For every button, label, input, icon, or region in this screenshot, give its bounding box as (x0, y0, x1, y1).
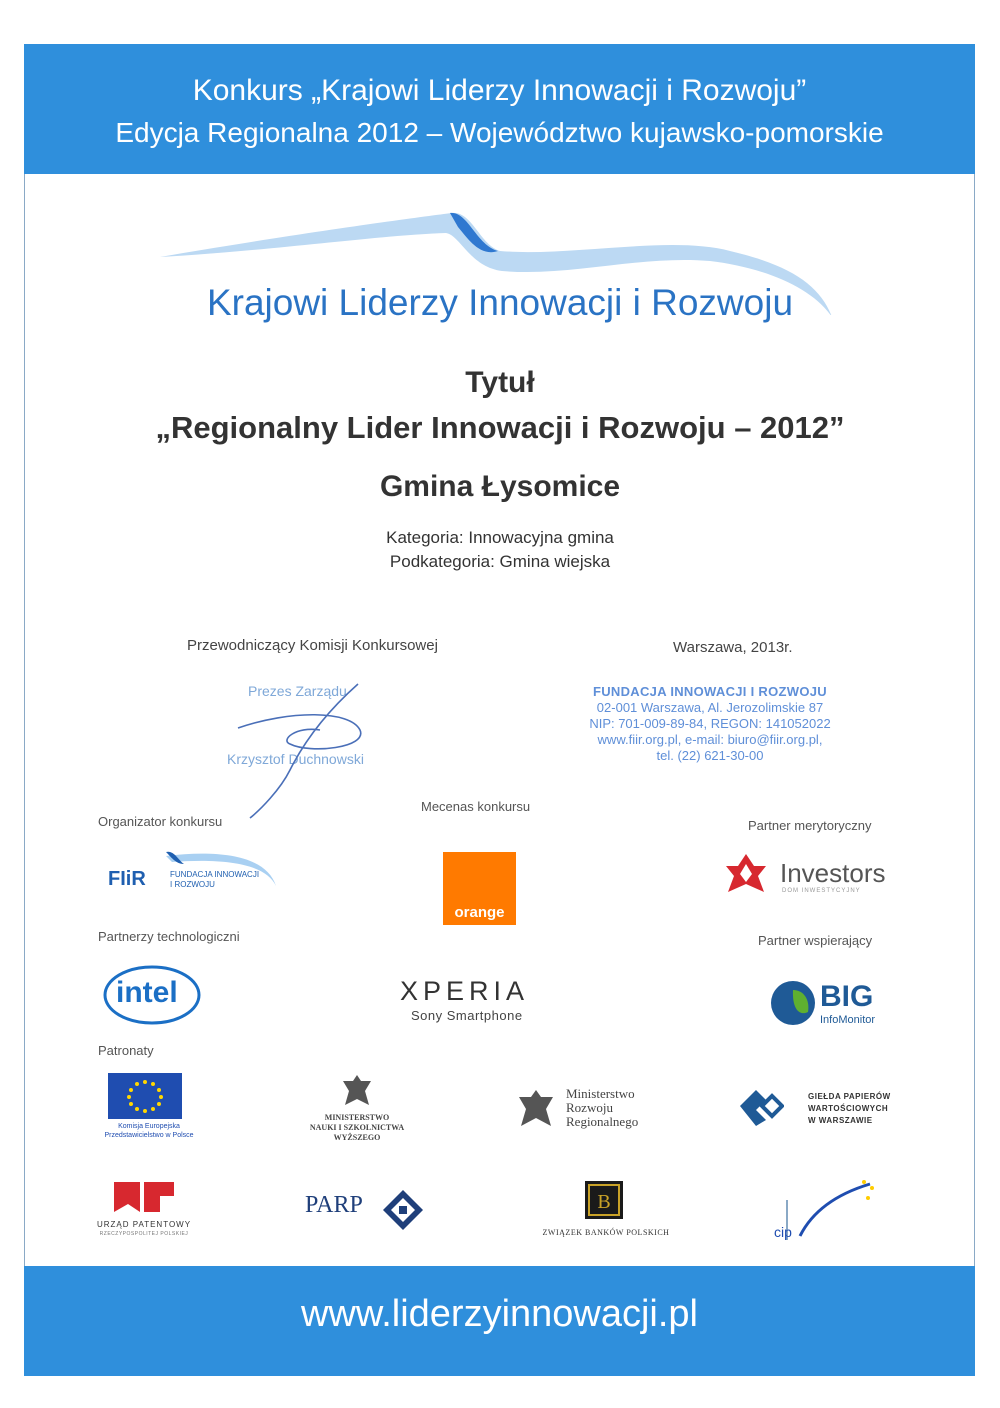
gpw-text-3: W WARSZAWIE (808, 1116, 873, 1125)
investors-wordmark: Investors (780, 858, 886, 888)
intel-wordmark: intel (116, 976, 178, 1009)
parp-logo (305, 1188, 430, 1232)
zbp-text: ZWIĄZEK BANKÓW POLSKICH (542, 1228, 670, 1237)
header-banner (24, 44, 975, 174)
mrr-text-1: Ministerstwo (566, 1086, 635, 1101)
foundation-web: www.fiir.org.pl, e-mail: biuro@fiir.org.pl, (597, 732, 823, 747)
xperia-wordmark: XPERIA (400, 976, 530, 1006)
cip-logo (770, 1176, 882, 1246)
big-wordmark: BIG (820, 980, 874, 1013)
eu-flag-icon (108, 1073, 182, 1119)
cip-wordmark: cip (774, 1224, 792, 1240)
big-logo (770, 980, 890, 1028)
orange-logo (443, 852, 516, 925)
intel-logo (102, 964, 202, 1026)
award-title: „Regionalny Lider Innowacji i Rozwoju – 2012” (155, 410, 845, 445)
mrr-logo (516, 1086, 656, 1132)
gpw-logo (738, 1086, 898, 1130)
eu-text-1: Komisja Europejska (118, 1123, 180, 1130)
mrr-text-3: Regionalnego (566, 1114, 639, 1129)
fiir-text-1: FUNDACJA INNOWACJI (170, 870, 260, 879)
gpw-text-2: WARTOŚCIOWYCH (808, 1104, 889, 1113)
eu-text-2: Przedstawicielstwo w Polsce (104, 1132, 194, 1139)
gpw-mark-icon (738, 1086, 784, 1126)
parp-mark-icon (381, 1188, 425, 1232)
eu-commission-logo (94, 1073, 204, 1143)
investors-logo (724, 852, 904, 898)
foundation-ids: NIP: 701-009-89-84, REGON: 141052022 (589, 716, 831, 731)
label-patronage: Patronaty (98, 1043, 154, 1058)
place-date: Warszawa, 2013r. (673, 639, 793, 656)
foundation-address: 02-001 Warszawa, Al. Jerozolimskie 87 (596, 700, 824, 715)
mnisw-text-1: MINISTERSTWO (324, 1113, 390, 1122)
stamp-title: Prezes Zarządu (248, 683, 347, 699)
xperia-sub: Sony Smartphone (411, 1008, 523, 1023)
eagle-emblem-icon (341, 1073, 373, 1109)
zbp-emblem-icon (584, 1180, 624, 1220)
brand-wordmark: Krajowi Liderzy Innowacji i Rozwoju (206, 282, 794, 323)
fiir-mark: FIiR (108, 868, 146, 890)
title-word: Tytuł (465, 366, 535, 399)
patent-office-mark-icon (110, 1176, 180, 1216)
footer-banner (24, 1266, 975, 1376)
label-organizer: Organizator konkursu (98, 814, 223, 829)
foundation-stamp (560, 684, 860, 764)
mnisw-logo (298, 1073, 416, 1145)
label-tech-partners: Partnerzy technologiczni (98, 929, 240, 944)
big-circle-icon (770, 980, 816, 1026)
fiir-text-2: I ROZWOJU (170, 880, 215, 889)
patent-office-text-1: URZĄD PATENTOWY (96, 1220, 192, 1229)
label-patron: Mecenas konkursu (421, 799, 531, 814)
gpw-text-1: GIEŁDA PAPIERÓW (808, 1092, 891, 1101)
fiir-logo (96, 848, 281, 893)
mrr-text-2: Rozwoju (566, 1100, 613, 1115)
footer-url[interactable]: www.liderzyinnowacji.pl (300, 1293, 699, 1335)
stamp-name: Krzysztof Duchnowski (227, 751, 364, 767)
parp-wordmark: PARP (305, 1192, 363, 1218)
foundation-name: FUNDACJA INNOWACJI I ROZWOJU (593, 684, 827, 699)
mnisw-text-2: NAUKI I SZKOLNICTWA (309, 1123, 405, 1132)
label-supporting-partner: Partner wspierający (758, 933, 873, 948)
category-block (0, 526, 1000, 574)
header-line-1: Konkurs „Krajowi Liderzy Innowacji i Rozwoju” (192, 74, 807, 107)
svg-text:B: B (597, 1191, 611, 1213)
committee-chair-role: Przewodniczący Komisji Konkursowej (187, 637, 438, 654)
investors-sub: DOM INWESTYCYJNY (782, 888, 861, 894)
label-content-partner: Partner merytoryczny (748, 818, 872, 833)
zbp-logo (540, 1180, 672, 1242)
eagle-emblem-icon (516, 1088, 556, 1130)
handwritten-signature (230, 670, 390, 820)
big-sub: InfoMonitor (820, 1014, 876, 1026)
category: Kategoria: Innowacyjna gmina (386, 528, 614, 547)
patent-office-text-2: RZECZYPOSPOLITEJ POLSKIEJ (99, 1231, 189, 1237)
award-recipient: Gmina Łysomice (379, 470, 621, 503)
orange-wordmark: orange (454, 904, 505, 921)
subcategory: Podkategoria: Gmina wiejska (389, 552, 611, 571)
investors-star-icon (724, 852, 768, 896)
patent-office-logo (94, 1176, 194, 1242)
foundation-tel: tel. (22) 621-30-00 (656, 748, 764, 763)
header-line-2: Edycja Regionalna 2012 – Województwo kujawsko-pomorskie (115, 117, 884, 148)
mnisw-text-3: WYŻSZEGO (333, 1133, 381, 1142)
